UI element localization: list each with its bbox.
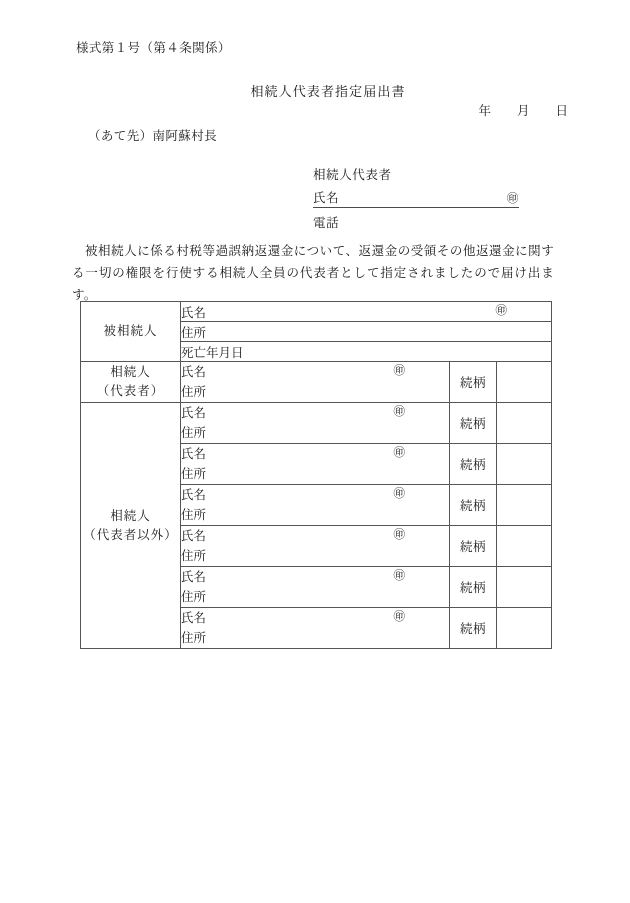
table-row [81,362,552,403]
date-month-label: 月 [516,104,530,118]
heir-relation-value-cell[interactable] [497,608,552,649]
heir-other-field-cell[interactable] [181,403,450,444]
heir-other-field-cell[interactable] [181,567,450,608]
heir-representative-label-line1: 相続人 [110,365,151,379]
heir-other-field-cell[interactable] [181,608,450,649]
date-year-label: 年 [478,104,491,118]
heir-relation-value-cell[interactable] [497,362,552,403]
heir-name-label: 氏名 [181,406,207,420]
heir-name-label: 氏名 [181,447,207,461]
seal-icon: ㊞ [393,406,405,419]
heir-other-field-cell[interactable] [181,444,450,485]
seal-icon: ㊞ [393,570,405,583]
seal-icon: ㊞ [393,611,405,624]
seal-icon: ㊞ [495,304,507,317]
heir-relation-value-cell[interactable] [497,444,552,485]
table-row [81,403,552,444]
heir-address-label: 住所 [181,426,207,440]
heir-relation-label-cell: 続柄 [450,444,497,485]
heir-other-label-line1: 相続人 [110,508,151,523]
heir-address-label: 住所 [181,508,207,522]
heir-relation-label-cell: 続柄 [450,403,497,444]
heir-name-label: 氏名 [181,488,207,502]
heir-relation-label-cell: 続柄 [450,567,497,608]
decedent-name-cell[interactable] [181,302,552,322]
heir-relation-value-cell[interactable] [497,567,552,608]
seal-icon: ㊞ [506,193,519,205]
heir-address-label: 住所 [181,590,207,604]
heir-relation-value-cell[interactable] [497,526,552,567]
heir-other-label-line2: （代表者以外） [83,527,178,542]
representative-tel-label: 電話 [313,216,340,230]
heir-representative-field-cell[interactable] [181,362,450,403]
representative-block [313,165,519,231]
date-day-label: 日 [555,104,568,118]
table-row [81,302,552,322]
heir-address-label: 住所 [181,549,207,563]
heir-address-label: 住所 [181,467,207,481]
decedent-label-cell: 被相続人 [81,302,181,362]
heir-relation-label-cell: 続柄 [450,485,497,526]
form-number: 様式第１号（第４条関係） [76,41,231,55]
heir-address-label: 住所 [181,631,207,645]
heir-relation-value-cell[interactable] [497,403,552,444]
heir-relation-label-cell: 続柄 [450,608,497,649]
seal-icon: ㊞ [393,447,405,460]
seal-icon: ㊞ [393,529,405,542]
body-paragraph: 被相続人に係る村税等過誤納返還金について、返還金の受領その他返還金に関する一切の権限を行使する相続人全員の代表者として指定されましたので届け出ます。 [72,244,554,302]
heir-address-label: 住所 [181,385,207,399]
decedent-address-cell[interactable]: 住所 [181,322,552,342]
heir-other-field-cell[interactable] [181,485,450,526]
date-line [478,101,568,119]
heir-name-label: 氏名 [181,529,207,543]
heir-name-label: 氏名 [181,570,207,584]
representative-heading: 相続人代表者 [313,168,392,182]
heir-information-table [80,301,552,649]
seal-icon: ㊞ [393,488,405,501]
heir-name-label: 氏名 [181,611,207,625]
heir-relation-value-cell[interactable] [497,485,552,526]
heir-representative-label-cell [81,362,181,403]
heir-relation-label-cell: 続柄 [450,526,497,567]
seal-icon: ㊞ [393,365,405,378]
representative-name-label: 氏名 [313,191,340,205]
heir-name-label: 氏名 [181,365,207,379]
heir-representative-label-line2: （代表者） [96,384,165,398]
heir-other-field-cell[interactable] [181,526,450,567]
addressee: （あて先）南阿蘇村長 [88,129,218,143]
representative-name-row[interactable] [313,188,519,208]
decedent-death-date-cell[interactable]: 死亡年月日 [181,342,552,362]
document-title: 相続人代表者指定届出書 [250,84,406,99]
heir-relation-label-cell: 続柄 [450,362,497,403]
decedent-name-label: 氏名 [181,305,207,320]
heir-other-label-cell [81,403,181,649]
